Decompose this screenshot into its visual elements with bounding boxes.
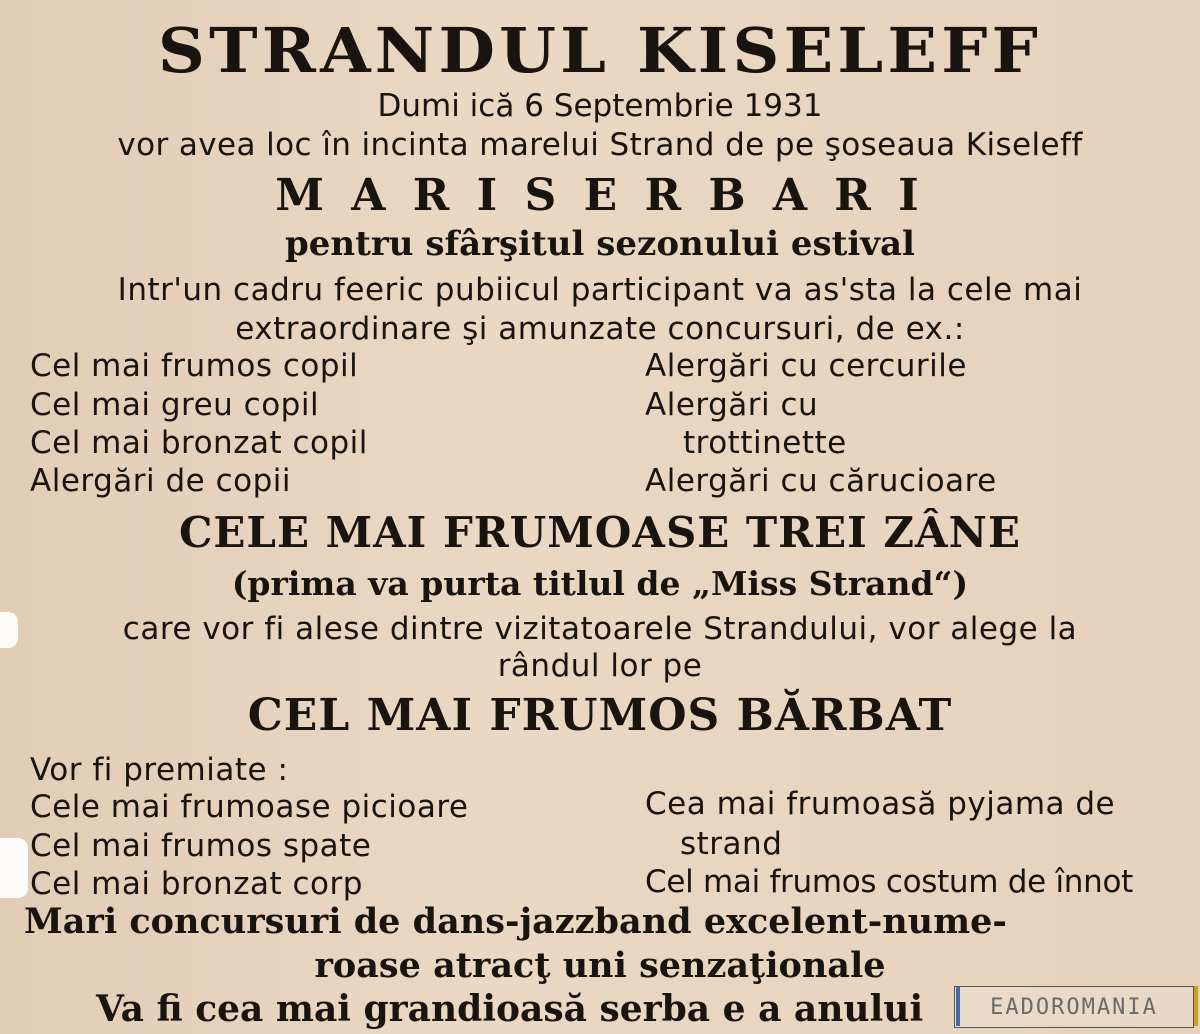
paper-tear-mark	[0, 838, 28, 898]
contest-right-2: Alergări cu	[645, 387, 819, 423]
location-line: vor avea loc în incinta marelui Strand de pe şoseaua Kiseleff	[117, 127, 1083, 163]
contest-right-3: trottinette	[683, 425, 847, 461]
choose-line-2: rândul lor pe	[497, 648, 703, 684]
prize-right-3: Cel mai frumos costum de înnot	[645, 864, 1133, 900]
closing-line-2: roase atracţ uni senzaţionale	[314, 945, 886, 986]
date-line: Dumi ică 6 Septembrie 1931	[377, 88, 823, 124]
prize-right-2: strand	[680, 826, 783, 862]
heading-trei-zane-sub: (prima va purta titlul de „Miss Strand“)	[231, 564, 969, 603]
prize-left-2: Cel mai frumos spate	[30, 828, 372, 864]
choose-line-1: care vor fi alese dintre vizitatoarele Strandului, vor alege la	[122, 611, 1078, 647]
intro-line-1: Intr'un cadru feeric pubiicul participant va as'sta la cele mai	[117, 272, 1083, 308]
contest-left-2: Cel mai greu copil	[30, 387, 320, 423]
prizes-intro: Vor fi premiate :	[30, 752, 289, 788]
page-title: STRANDUL KISELEFF	[157, 14, 1043, 87]
heading-mari-serbari: M A R I S E R B A R I	[275, 170, 925, 221]
prize-left-3: Cel mai bronzat corp	[30, 866, 363, 902]
closing-line-3: Va fi cea mai grandioasă serba e a anului	[96, 988, 924, 1030]
heading-mari-serbari-sub: pentru sfârşitul sezonului estival	[285, 224, 915, 264]
heading-cel-mai-frumos-barbat: CEL MAI FRUMOS BĂRBAT	[247, 690, 953, 741]
heading-trei-zane: CELE MAI FRUMOASE TREI ZÂNE	[178, 508, 1022, 557]
contest-left-4: Alergări de copii	[30, 463, 291, 499]
contest-left-3: Cel mai bronzat copil	[30, 425, 368, 461]
flag-stripe-yellow	[1194, 986, 1198, 1026]
prize-left-1: Cele mai frumoase picioare	[30, 789, 469, 825]
contest-right-4: Alergări cu cărucioare	[645, 463, 997, 499]
intro-line-2: extraordinare şi amunzate concursuri, de ex.:	[235, 311, 965, 347]
watermark-logo: EADOROMANIA	[954, 986, 1194, 1028]
contest-right-1: Alergări cu cercurile	[645, 348, 967, 384]
paper-tear-mark	[0, 612, 18, 648]
closing-line-1: Mari concursuri de dans-jazzband excelent-nume-	[24, 901, 1007, 942]
contest-left-1: Cel mai frumos copil	[30, 348, 359, 384]
prize-right-1: Cea mai frumoasă pyjama de	[645, 786, 1116, 822]
